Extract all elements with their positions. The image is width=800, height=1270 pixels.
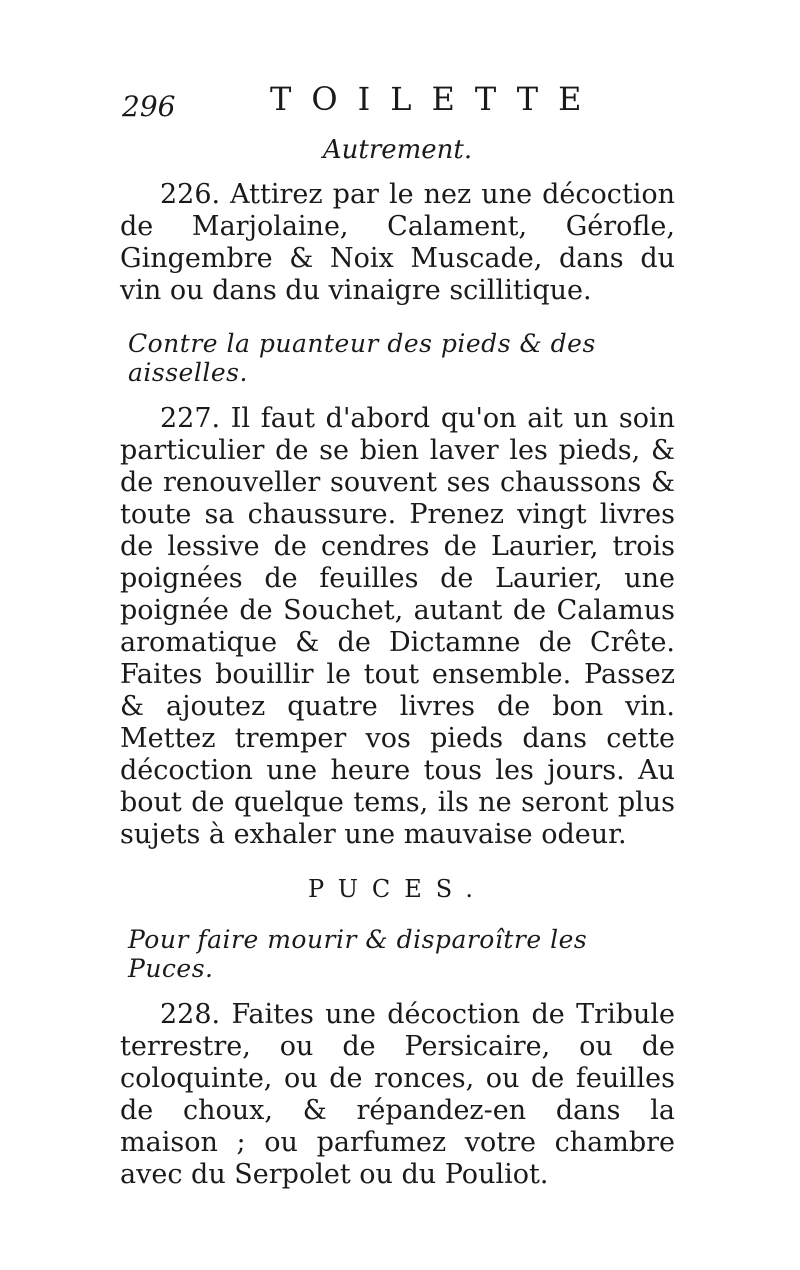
paragraph-228: 228. Faites une décoction de Tribule terrestre, ou de Persicaire, ou de coloquinte, ou de ronces, ou de feuilles de choux, & répandez-en dans la maison ; ou parfumez votre chambre avec du Serpolet ou du Pouliot. [120, 999, 675, 1190]
section-heading-puanteur: Contre la puanteur des pieds & des aisselles. [128, 329, 596, 387]
running-head [0, 80, 800, 130]
section-heading-puces: Pour faire mourir & disparoître les Puces. [128, 925, 588, 983]
paragraph-227: 227. Il faut d'abord qu'on ait un soin particulier de se bien laver les pieds, & de renouveller souvent ses chaussons & toute sa chaussure. Prenez vingt livres de lessive de cendres de Laurier, trois poignées de feuilles de Laurier, une poignée de Souchet, autant de Calamus aromatique & de Dictamne de Crête. Faites bouillir le tout ensemble. Passez & ajoutez quatre livres de bon vin. Mettez tremper vos pieds dans cette décoction une heure tous les jours. Au bout de quelque tems, ils ne seront plus sujets à exhaler une mauvaise odeur. [120, 403, 675, 850]
paragraph-226: 226. Attirez par le nez une décoction de Marjolaine, Calament, Gérofle, Gingembre & Noix Muscade, dans du vin ou dans du vinaigre scillitique. [120, 179, 675, 306]
page-number: 296 [122, 90, 176, 123]
running-title: TOILETTE [270, 80, 602, 118]
section-heading-autrement: Autrement. [322, 135, 473, 165]
text-block [120, 135, 675, 1191]
section-title-puces: PUCES. [307, 875, 488, 903]
